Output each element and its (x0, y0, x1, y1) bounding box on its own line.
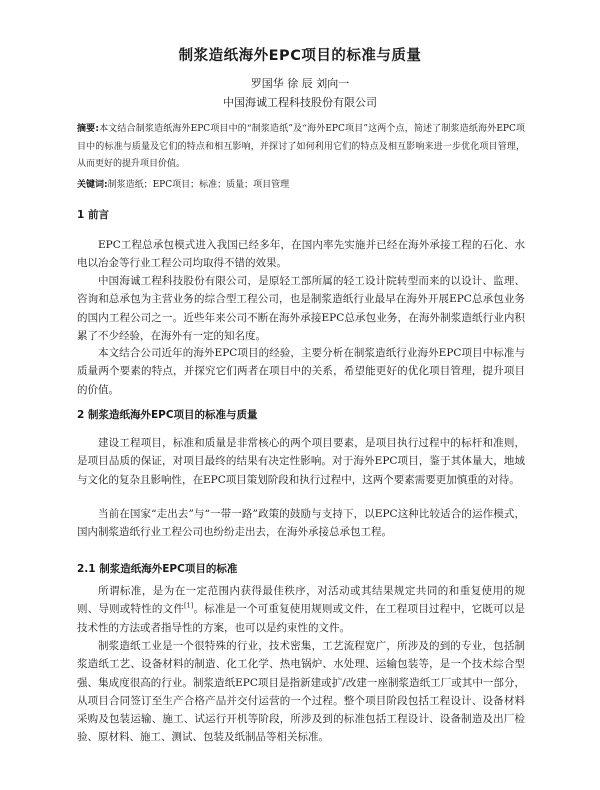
section-1-paragraph-2: 中国海诚工程科技股份有限公司，是原轻工部所属的轻工设计院转型而来的以设计、监理、咨询和总承包为主营业务的综合型工程公司，也是制浆造纸行业最早在海外开展EPC总承包业务的国内工程公司之一。近些年来公司不断在海外承接EPC总承包业务，在海外制浆造纸行业内积累了不少经验，在海外有一定的知名度。 (77, 275, 525, 342)
section-1-paragraph-1: EPC工程总承包模式进入我国已经多年，在国内率先实施并已经在海外承接工程的石化、水电以冶金等行业工程公司均取得不错的效果。 (77, 239, 525, 270)
section-2-1-paragraph-1 (77, 582, 525, 637)
section-2-1-paragraph-2: 制浆造纸工业是一个很特殊的行业，技术密集，工艺流程宽广，所涉及的到的专业，包括制浆造纸工艺、设备材料的制造、化工化学、热电锅炉、水处理、运输包装等，是一个技术综合型强、集成度很高的行业。制浆造纸EPC项目是指新建或扩/改建一座制浆造纸工厂或其中一部分，从项目合同签订至生产合格产品并交付运营的一个过程。整个项目阶段包括工程设计、设备材料采购及包装运输、施工、试运行开机等阶段，所涉及到的标准包括工程设计、设备制造及出厂检验、原材料、施工、测试、包装及纸制品等相关标准。 (77, 640, 525, 744)
paper-title: 制浆造纸海外EPC项目的标准与质量 (178, 48, 422, 64)
section-1-paragraph-3: 本文结合公司近年的海外EPC项目的经验，主要分析在制浆造纸行业海外EPC项目中标准与质量两个要素的特点，并探究它们两者在项目中的关系，希望能更好的优化项目管理，提升项目的价值。 (77, 347, 525, 396)
section-2-1-heading: 2.1 制浆造纸海外EPC项目的标准 (77, 563, 238, 575)
s21-p1-text-before: 所谓标准，是为在一定范围内获得最佳秩序，对活动或其结果规定共同的和重复使用的规则、导则或特性的文件 (77, 585, 525, 616)
s21-p1-text-after: 。标准是一个可重复使用规则或文件，在工程项目过程中，它既可以是技术性的方法或者指导性的方案，也可以是约束性的文件。 (77, 603, 526, 634)
keywords-text: 制浆造纸；EPC项目；标准；质量；项目管理 (107, 180, 290, 190)
keywords (77, 177, 525, 194)
abstract-text: 本文结合制浆造纸海外EPC项目中的“制浆造纸”及“海外EPC项目”这两个点，简述了制浆造纸海外EPC项目中的标准与质量及它们的特点和相互影响，并探讨了如何利用它们的特点及相互影响来进一步优化项目管理，从而更好的提升项目价值。 (77, 124, 525, 170)
section-1-heading: 1 前言 (77, 209, 109, 221)
paper-affiliation: 中国海诚工程科技股份有限公司 (223, 96, 377, 109)
abstract (77, 121, 525, 174)
section-2-heading: 2 制浆造纸海外EPC项目的标准与质量 (77, 409, 258, 421)
keywords-label: 关键词: (77, 180, 108, 190)
citation-1: [1] (184, 601, 194, 610)
section-2-paragraph-2: 当前在国家“走出去”与“一带一路”政策的鼓励与支持下，以EPC这种比较适合的运作模式，国内制浆造纸行业工程公司也纷纷走出去，在海外承接总承包工程。 (77, 508, 525, 539)
section-2-paragraph-1: 建设工程项目，标准和质量是非常核心的两个项目要素，是项目执行过程中的标杆和准则，是项目品质的保证，对项目最终的结果有决定性影响。对于海外EPC项目，鉴于其体量大，地域与文化的复杂且影响性，在EPC项目策划阶段和执行过程中，这两个要素需要更加慎重的对待。 (77, 437, 525, 486)
paper-authors: 罗国华 徐 辰 刘向一 (250, 77, 350, 90)
abstract-label: 摘要: (77, 124, 99, 134)
